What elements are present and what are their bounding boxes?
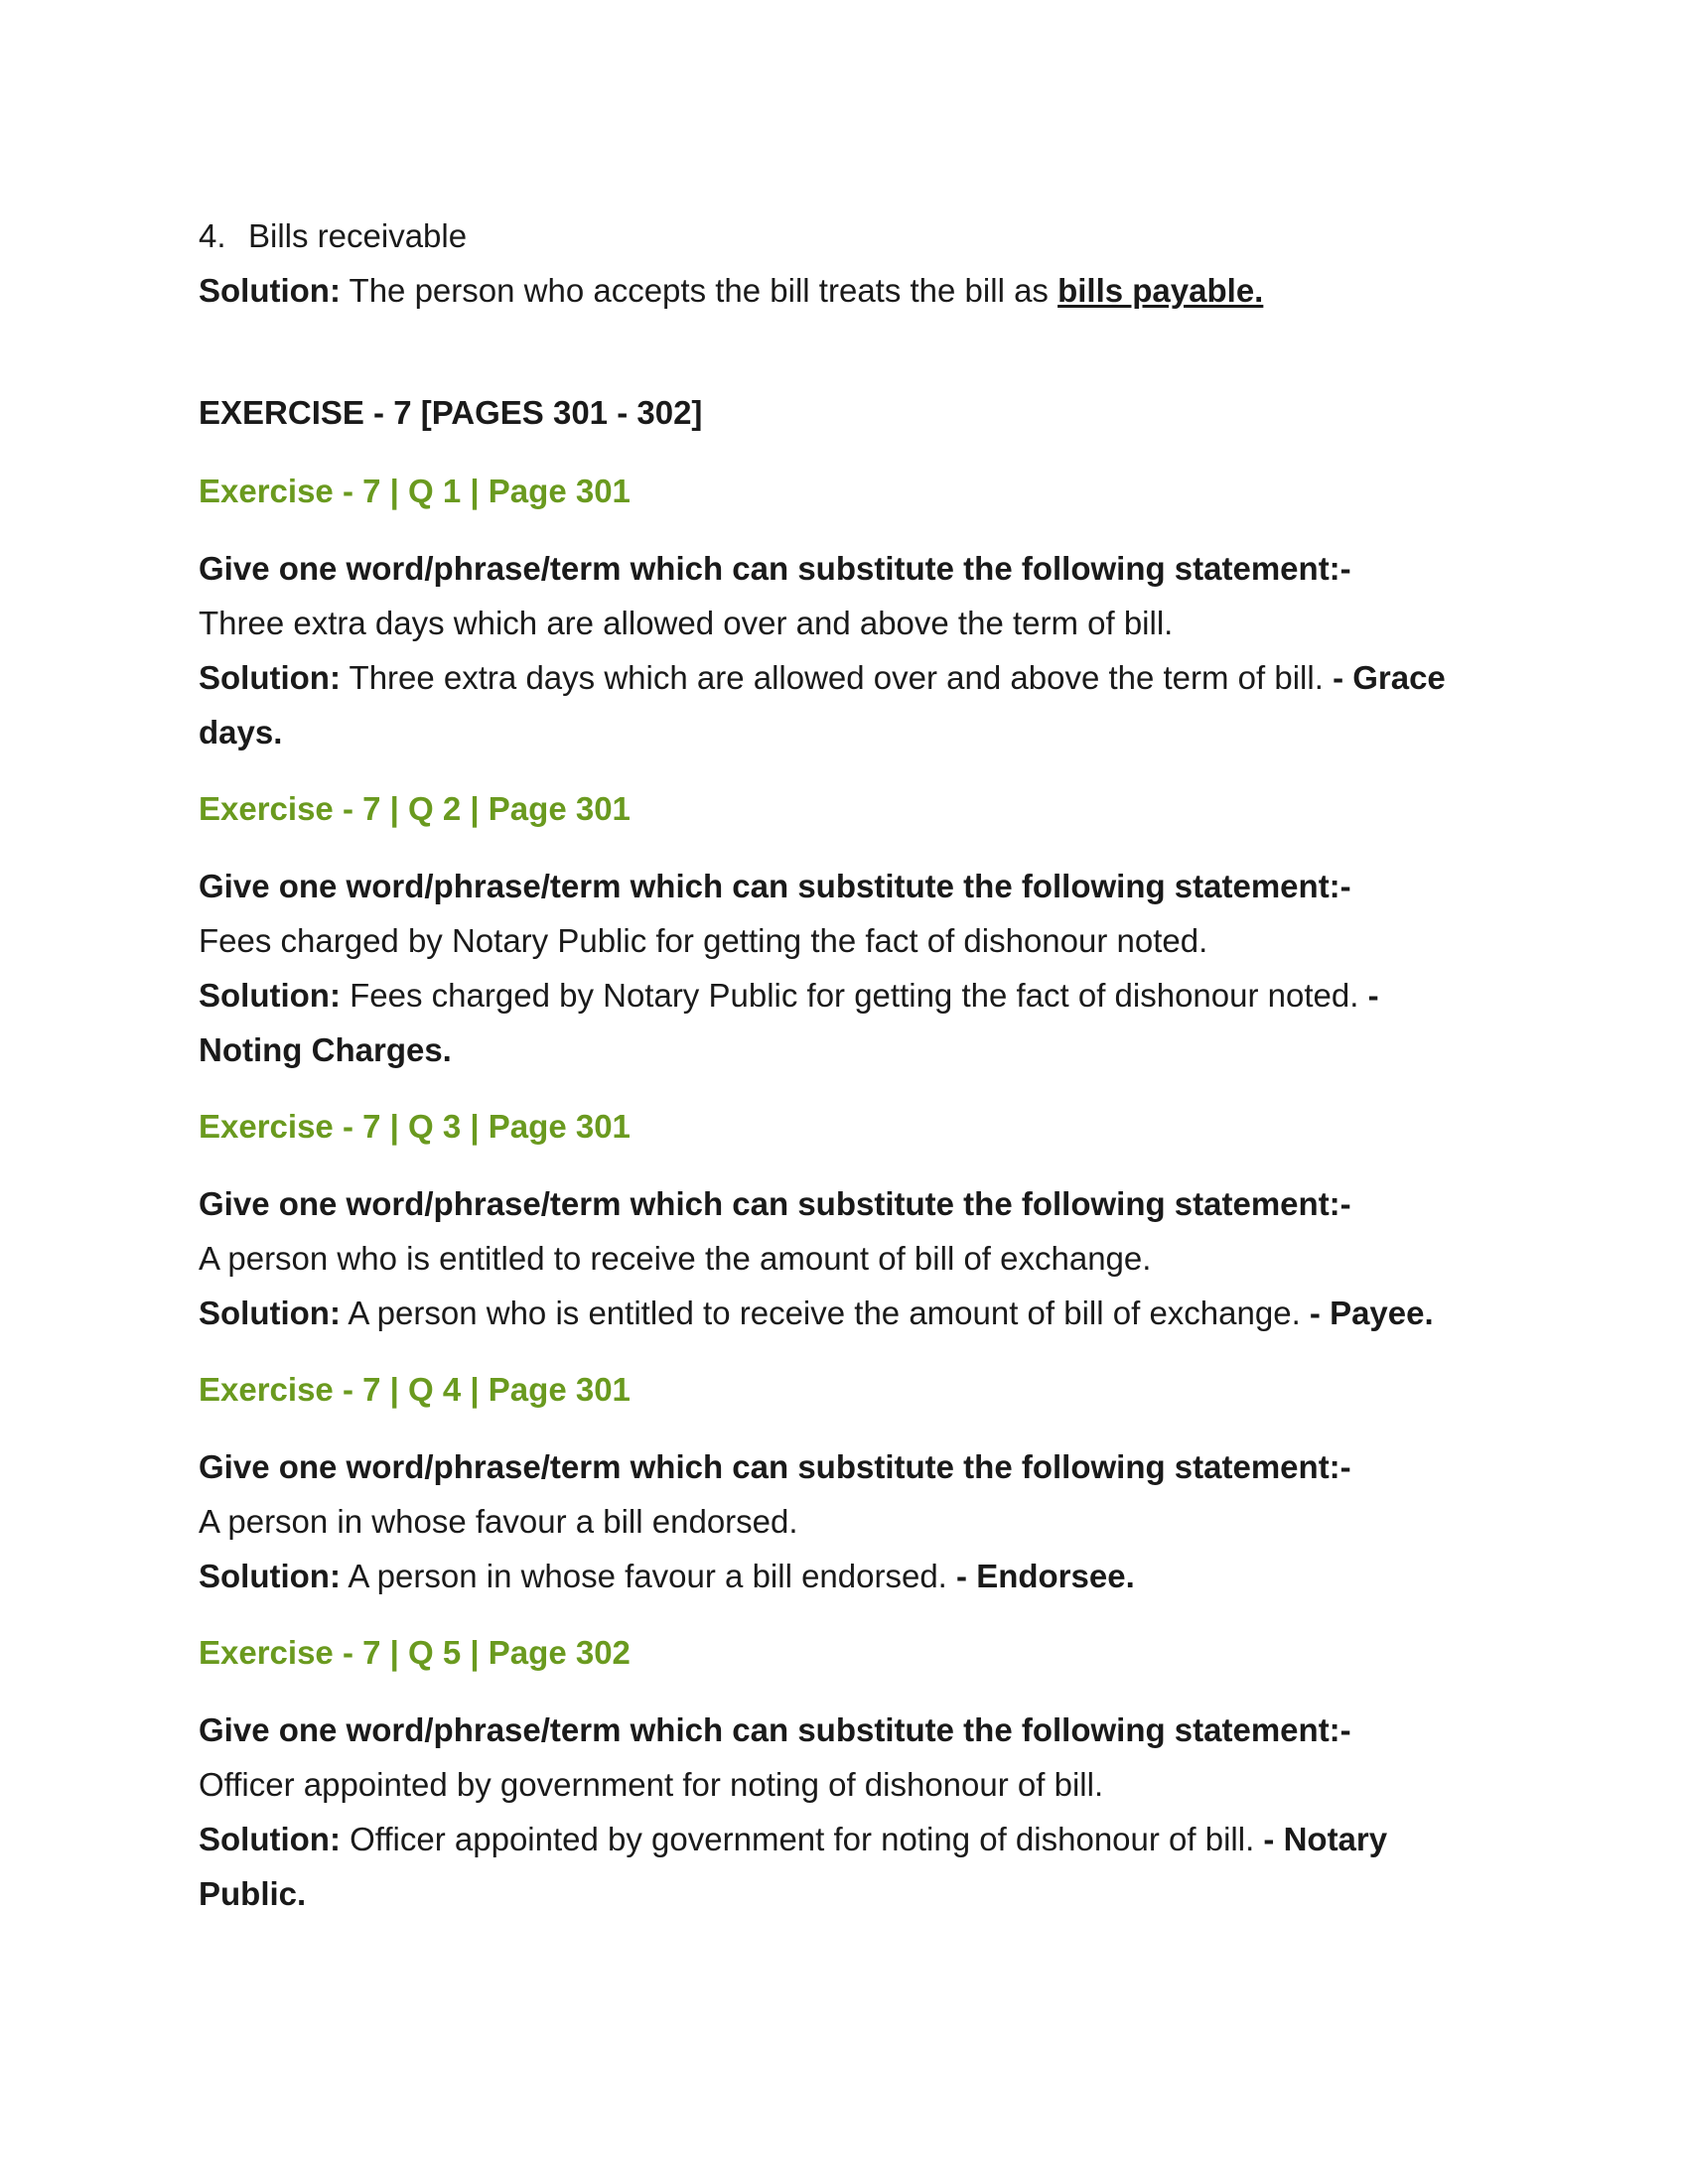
intro-solution <box>199 263 1489 318</box>
question-solution <box>199 1812 1489 1921</box>
question-block-2 <box>199 781 1489 1077</box>
solution-label: Solution: <box>199 977 341 1014</box>
question-solution <box>199 650 1489 759</box>
question-prompt: Give one word/phrase/term which can substitute the following statement:- <box>199 868 1351 904</box>
question-solution <box>199 968 1489 1077</box>
solution-label: Solution: <box>199 1295 341 1331</box>
solution-label: Solution: <box>199 1558 341 1594</box>
solution-label: Solution: <box>199 1821 341 1857</box>
solution-answer: - Noting Charges. <box>199 977 1379 1068</box>
list-item-4 <box>199 208 1489 263</box>
solution-answer: bills payable. <box>1057 272 1264 309</box>
question-block-1 <box>199 464 1489 759</box>
question-block-5 <box>199 1625 1489 1921</box>
question-prompt: Give one word/phrase/term which can substitute the following statement:- <box>199 1711 1351 1748</box>
question-statement: A person who is entitled to receive the amount of bill of exchange. <box>199 1240 1152 1277</box>
solution-answer: - Grace days. <box>199 659 1446 751</box>
list-number: 4. <box>199 217 226 254</box>
question-heading[interactable]: Exercise - 7 | Q 1 | Page 301 <box>199 473 631 509</box>
solution-text: Three extra days which are allowed over and above the term of bill. <box>340 659 1334 696</box>
question-statement: Fees charged by Notary Public for getting the fact of dishonour noted. <box>199 922 1208 959</box>
question-solution <box>199 1549 1489 1603</box>
solution-text: Officer appointed by government for noting of dishonour of bill. <box>340 1821 1264 1857</box>
solution-answer: - Endorsee. <box>956 1558 1135 1594</box>
solution-text: The person who accepts the bill treats the bill as <box>340 272 1058 309</box>
question-heading[interactable]: Exercise - 7 | Q 2 | Page 301 <box>199 790 631 827</box>
question-solution <box>199 1286 1489 1340</box>
section-title: EXERCISE - 7 [PAGES 301 - 302] <box>199 394 703 431</box>
question-heading[interactable]: Exercise - 7 | Q 5 | Page 302 <box>199 1634 631 1671</box>
question-block-4 <box>199 1362 1489 1603</box>
solution-text: A person who is entitled to receive the amount of bill of exchange. <box>340 1295 1310 1331</box>
solution-answer: - Payee. <box>1309 1295 1434 1331</box>
list-item-text: Bills receivable <box>248 217 468 254</box>
question-statement: Three extra days which are allowed over and above the term of bill. <box>199 605 1174 641</box>
question-prompt: Give one word/phrase/term which can substitute the following statement:- <box>199 550 1351 587</box>
question-statement: Officer appointed by government for noting of dishonour of bill. <box>199 1766 1104 1803</box>
question-statement: A person in whose favour a bill endorsed. <box>199 1503 798 1540</box>
solution-text: A person in whose favour a bill endorsed. <box>340 1558 957 1594</box>
solution-label: Solution: <box>199 272 341 309</box>
solution-text: Fees charged by Notary Public for getting the fact of dishonour noted. <box>340 977 1368 1014</box>
solution-answer: - Notary Public. <box>199 1821 1388 1912</box>
solution-label: Solution: <box>199 659 341 696</box>
question-heading[interactable]: Exercise - 7 | Q 4 | Page 301 <box>199 1371 631 1408</box>
question-prompt: Give one word/phrase/term which can substitute the following statement:- <box>199 1185 1351 1222</box>
document-page <box>199 208 1489 1943</box>
question-block-3 <box>199 1099 1489 1340</box>
question-prompt: Give one word/phrase/term which can substitute the following statement:- <box>199 1448 1351 1485</box>
question-heading[interactable]: Exercise - 7 | Q 3 | Page 301 <box>199 1108 631 1145</box>
